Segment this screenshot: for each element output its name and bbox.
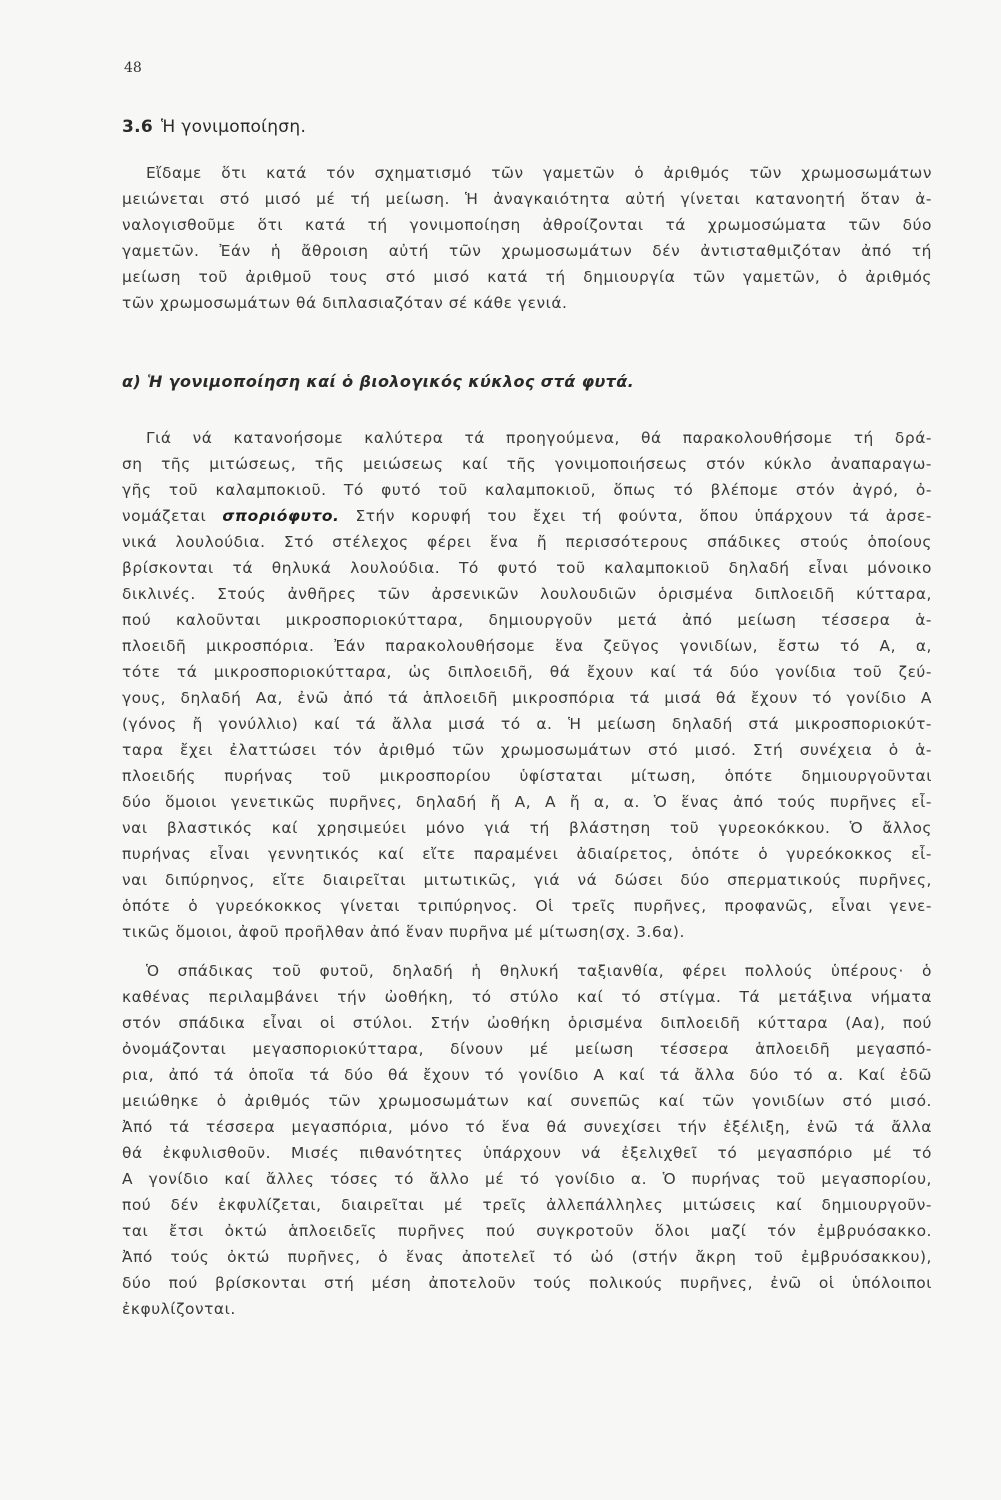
section-number: 3.6 [122, 117, 154, 137]
text-line: μειώνεται στό μισό μέ τή μείωση. Ἡ ἀναγκαιότητα αὐτή γίνεται κατανοητή ὅταν ἀ- [122, 190, 932, 208]
text-line: πυρήνας εἶναι γεννητικός καί εἴτε παραμένει ἀδιαίρετος, ὁπότε ὁ γυρεόκοκκος εἶ- [122, 845, 932, 863]
text-line: πλοειδής πυρήνας τοῦ μικροσπορίου ὑφίσταται μίτωση, ὁπότε δημιουργοῦνται [122, 767, 932, 785]
text-line: στόν σπάδικα εἶναι οἱ στύλοι. Στήν ὠοθήκη ὁρισμένα διπλοειδῆ κύτταρα (Αα), πού [122, 1014, 932, 1032]
text-line: δύο ὅμοιοι γενετικῶς πυρῆνες, δηλαδή ἤ Α, Α ἤ α, α. Ὁ ἕνας ἀπό τούς πυρῆνες εἶ- [122, 793, 932, 811]
text-line: ση τῆς μιτώσεως, τῆς μειώσεως καί τῆς γονιμοποιήσεως στόν κύκλο ἀναπαραγω- [122, 455, 932, 473]
text-line: ναι διπύρηνος, εἴτε διαιρεῖται μιτωτικῶς, γιά νά δώσει δύο σπερματικούς πυρῆνες, [122, 871, 932, 889]
text-line: νικά λουλούδια. Στό στέλεχος φέρει ἕνα ἤ περισσότερους σπάδικες στούς ὁποίους [122, 533, 932, 551]
text-span: Στήν κορυφή του ἔχει τή φούντα, ὅπου ὑπάρχουν τά ἀρσε- [339, 507, 932, 525]
text-line: βρίσκονται τά θηλυκά λουλούδια. Τό φυτό τοῦ καλαμποκιοῦ δηλαδή εἶναι μόνοικο [122, 559, 932, 577]
section-heading [122, 117, 306, 137]
text-line: Γιά νά κατανοήσομε καλύτερα τά προηγούμενα, θά παρακολουθήσομε τή δρά- [146, 429, 932, 447]
text-line: μείωση τοῦ ἀριθμοῦ τους στό μισό κατά τή δημιουργία τῶν γαμετῶν, ὁ ἀριθμός [122, 268, 932, 286]
text-line: τῶν χρωμοσωμάτων θά διπλασιαζόταν σέ κάθε γενιά. [122, 294, 568, 312]
body-paragraph-1 [122, 425, 932, 945]
text-line: ναλογισθοῦμε ὅτι κατά τή γονιμοποίηση ἀθροίζονται τά χρωμοσώματα τῶν δύο [122, 216, 932, 234]
text-line: πού δέν ἐκφυλίζεται, διαιρεῖται μέ τρεῖς ἀλλεπάλληλες μιτώσεις καί δημιουργοῦν- [122, 1196, 932, 1214]
section-title: Ἡ γονιμοποίηση. [161, 117, 307, 137]
text-line: ὁπότε ὁ γυρεόκοκκος γίνεται τριπύρηνος. Οἱ τρεῖς πυρῆνες, προφανῶς, εἶναι γενε- [122, 897, 932, 915]
text-line: ρια, ἀπό τά ὁποῖα τά δύο θά ἔχουν τό γονίδιο Α καί τά ἄλλα δύο τό α. Καί ἐδῶ [122, 1066, 932, 1084]
text-line: ταρα ἔχει ἐλαττώσει τόν ἀριθμό τῶν χρωμοσωμάτων στό μισό. Στή συνέχεια ὁ ἁ- [122, 741, 932, 759]
text-line: πού καλοῦνται μικροσποριοκύτταρα, δημιουργοῦν μετά ἀπό μείωση τέσσερα ἁ- [122, 611, 932, 629]
text-line: τικῶς ὅμοιοι, ἀφοῦ προῆλθαν ἀπό ἕναν πυρῆνα μέ μίτωση(σχ. 3.6α). [122, 923, 685, 941]
text-line: δικλινές. Στούς ἀνθῆρες τῶν ἀρσενικῶν λουλουδιῶν ὁρισμένα διπλοειδῆ κύτταρα, [122, 585, 932, 603]
text-line-with-term [122, 503, 932, 529]
text-line: Εἴδαμε ὅτι κατά τόν σχηματισμό τῶν γαμετῶν ὁ ἀριθμός τῶν χρωμοσωμάτων [146, 164, 932, 182]
text-line: (γόνος ἤ γονύλλιο) καί τά ἄλλα μισά τό α. Ἡ μείωση δηλαδή στά μικροσποριοκύτ- [122, 715, 932, 733]
text-line: Ὁ σπάδικας τοῦ φυτοῦ, δηλαδή ἡ θηλυκή ταξιανθία, φέρει πολλούς ὑπέρους· ὁ [146, 962, 932, 980]
text-line: πλοειδῆ μικροσπόρια. Ἐάν παρακολουθήσομε ἕνα ζεῦγος γονιδίων, ἔστω τό Α, α, [122, 637, 932, 655]
term-sporiophyto: σποριόφυτο. [222, 507, 340, 525]
intro-paragraph [122, 160, 932, 316]
text-line: ἐκφυλίζονται. [122, 1300, 236, 1318]
text-line: Ἀπό τούς ὀκτώ πυρῆνες, ὁ ἕνας ἀποτελεῖ τό ὠό (στήν ἄκρη τοῦ ἐμβρυόσακκου), [122, 1248, 932, 1266]
text-line: γῆς τοῦ καλαμποκιοῦ. Τό φυτό τοῦ καλαμποκιοῦ, ὅπως τό βλέπομε στόν ἀγρό, ὀ- [122, 481, 932, 499]
text-line: ὀνομάζονται μεγασποριοκύτταρα, δίνουν μέ μείωση τέσσερα ἁπλοειδῆ μεγασπό- [122, 1040, 932, 1058]
subsection-heading: α) Ἡ γονιμοποίηση καί ὁ βιολογικός κύκλος στά φυτά. [122, 372, 635, 391]
text-line: μειώθηκε ὁ ἀριθμός τῶν χρωμοσωμάτων καί συνεπῶς καί τῶν γονιδίων στό μισό. [122, 1092, 932, 1110]
page-number: 48 [124, 60, 142, 76]
text-line: δύο πού βρίσκονται στή μέση ἀποτελοῦν τούς πολικούς πυρῆνες, ἐνῶ οἱ ὑπόλοιποι [122, 1274, 932, 1292]
text-line: Α γονίδιο καί ἄλλες τόσες τό ἄλλο μέ τό γονίδιο α. Ὁ πυρήνας τοῦ μεγασπορίου, [122, 1170, 932, 1188]
text-line: γαμετῶν. Ἐάν ἡ ἄθροιση αὐτή τῶν χρωμοσωμάτων δέν ἀντισταθμιζόταν ἀπό τή [122, 242, 932, 260]
text-line: γους, δηλαδή Αα, ἐνῶ ἀπό τά ἁπλοειδῆ μικροσπόρια τά μισά θά ἔχουν τό γονίδιο Α [122, 689, 932, 707]
text-line: Ἀπό τά τέσσερα μεγασπόρια, μόνο τό ἕνα θά συνεχίσει τήν ἐξέλιξη, ἐνῶ τά ἄλλα [122, 1118, 932, 1136]
text-line: ται ἔτσι ὀκτώ ἁπλοειδεῖς πυρῆνες πού συγκροτοῦν ὅλοι μαζί τόν ἐμβρυόσακκο. [122, 1222, 932, 1240]
text-line: ναι βλαστικός καί χρησιμεύει μόνο γιά τή βλάστηση τοῦ γυρεοκόκκου. Ὁ ἄλλος [122, 819, 932, 837]
text-line: θά ἐκφυλισθοῦν. Μισές πιθανότητες ὑπάρχουν νά ἐξελιχθεῖ τό μεγασπόριο μέ τό [122, 1144, 932, 1162]
body-paragraph-2 [122, 958, 932, 1322]
text-line: τότε τά μικροσποριοκύτταρα, ὡς διπλοειδῆ, θά ἔχουν καί τά δύο γονίδια τοῦ ζεύ- [122, 663, 932, 681]
text-span: νομάζεται [122, 507, 223, 525]
text-line: καθένας περιλαμβάνει τήν ὠοθήκη, τό στύλο καί τό στίγμα. Τά μετάξινα νήματα [122, 988, 932, 1006]
